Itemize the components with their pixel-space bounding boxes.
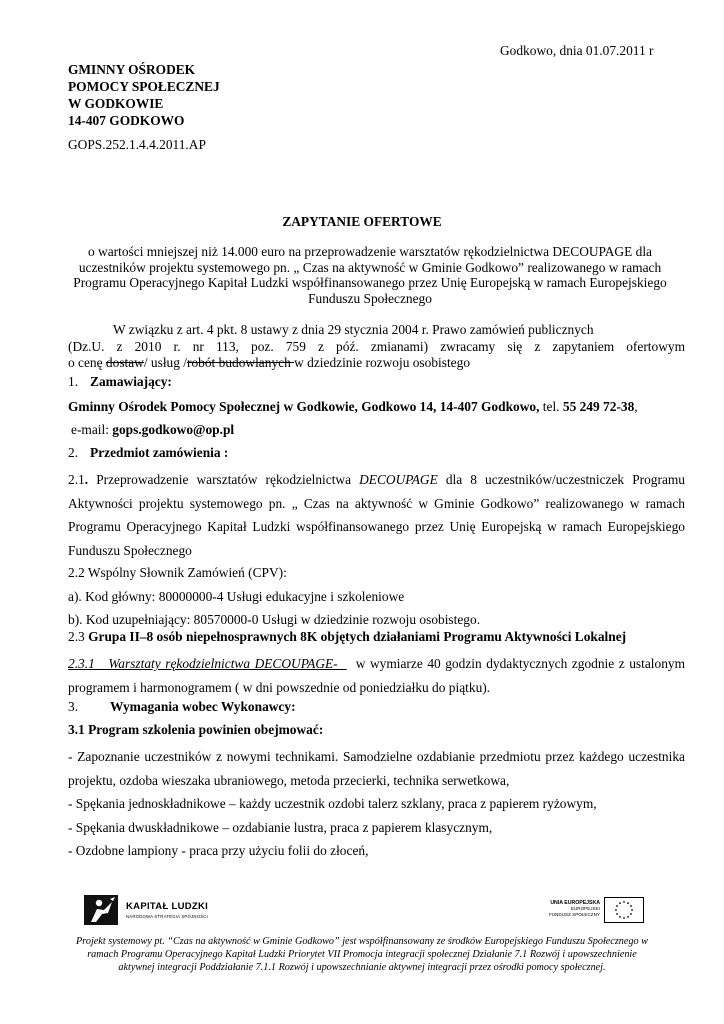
org-line: W GODKOWIE	[68, 96, 164, 111]
eu-name: UNIA EUROPEJSKA	[550, 900, 600, 906]
org-line: GMINNY OŚRODEK	[68, 62, 196, 77]
cpv-code-extra: b). Kod uzupełniający: 80570000-0 Usługi w dziedzinie rozwoju osobistego.	[68, 612, 481, 627]
paragraph-line: Funduszu Społecznego	[68, 542, 192, 558]
document-subtitle	[50, 244, 690, 306]
section-2-heading	[68, 445, 228, 461]
paragraph-2-1	[68, 468, 685, 562]
eu-fund-line: FUNDUSZ SPOŁECZNY	[548, 912, 600, 917]
group-description: Grupa II–8 osób niepełnosprawnych 8K objętych działaniami Programu Aktywności Lokalnej	[88, 629, 627, 644]
cpv-code-main: a). Kod główny: 80000000-4 Usługi edukacyjne i szkoleniowe	[68, 588, 405, 604]
list-item: projektu, ozdoba wieszaka ubraniowego, metoda przecierki, technika serwetkowa,	[68, 772, 510, 788]
punctuation: ,	[634, 399, 638, 414]
tel-label: tel.	[539, 399, 563, 414]
intro-text: o cenę	[68, 355, 106, 370]
paragraph-text: w wymiarze 40 godzin dydaktycznych zgodnie z ustalonym	[346, 656, 686, 671]
paragraph-2-3	[68, 629, 626, 645]
eu-flag-icon	[604, 897, 644, 923]
section-number: 2.	[68, 445, 79, 460]
subtitle-line: Programu Operacyjnego Kapitał Ludzki współfinansowanego przez Unię Europejską w ramach Europejskiego	[73, 275, 667, 290]
subtitle-line: uczestników projektu systemowego pn. „ Czas na aktywność w Gminie Godkowo” realizowanego w ramach	[78, 259, 662, 275]
contracting-authority	[68, 399, 638, 415]
email-address: gops.godkowo@op.pl	[112, 422, 235, 437]
section-title: Przedmiot zamówienia :	[90, 445, 229, 460]
subtitle-line: o wartości mniejszej niż 14.000 euro na przeprowadzenie warsztatów rękodzielnictwa DECOUPAGE dla	[88, 244, 652, 259]
organization-block	[68, 61, 220, 129]
intro-text: w dziedzinie rozwoju osobistego	[294, 355, 471, 370]
email-line	[71, 422, 234, 438]
list-item: - Ozdobne lampiony - praca przy użyciu folii do złoceń,	[68, 843, 369, 858]
authority-name: Gminny Ośrodek Pomocy Społecznej w Godkowie, Godkowo 14, 14-407 Godkowo,	[68, 399, 540, 414]
footer-note	[30, 935, 694, 974]
intro-line: (Dz.U. z 2010 r. nr 113, poz. 759 z póź. zmianami) zwracamy się z zapytaniem ofertowym	[68, 338, 685, 354]
intro-line	[68, 355, 685, 372]
strikethrough-text: dostaw	[105, 355, 144, 370]
paragraph-line	[68, 652, 685, 676]
email-label: e-mail:	[71, 422, 113, 437]
paragraph-line: programem i harmonogramem ( w dni powszednie od poniedziałku do piątku).	[68, 679, 491, 695]
list-item: - Spękania jednoskładnikowe – każdy uczestnik ozdobi talerz szklany, praca z papierem ryżowym,	[68, 796, 597, 811]
section-number: 3.	[68, 699, 79, 714]
section-1-heading	[68, 374, 172, 390]
paragraph-line: Aktywności projektu systemowego pn. „ Czas na aktywność w Gminie Godkowo” realizowanego w ramach	[68, 495, 685, 511]
document-title: ZAPYTANIE OFERTOWE	[282, 214, 442, 229]
paragraph-text: Przeprowadzenie warsztatów rękodzielnictwa	[88, 472, 360, 487]
logo-subtitle: NARODOWA STRATEGIA SPÓJNOŚCI	[126, 914, 208, 919]
subtitle-line: Funduszu Społecznego	[308, 290, 432, 306]
intro-line: W związku z art. 4 pkt. 8 ustawy z dnia 29 stycznia 2004 r. Prawo zamówień publicznych	[113, 322, 594, 337]
subsection-3-1-heading: 3.1 Program szkolenia powinien obejmować:	[68, 722, 324, 737]
section-title: Zamawiający:	[90, 374, 172, 389]
date-line: Godkowo, dnia 01.07.2011 r	[500, 43, 654, 58]
cpv-block	[68, 561, 480, 632]
reference-number: GOPS.252.1.4.4.2011.AP	[68, 137, 206, 152]
paragraph-line: Programu Operacyjnego Kapitał Ludzki współfinansowanego przez Unię Europejską w ramach Europejskiego	[68, 519, 685, 534]
org-line: 14-407 GODKOWO	[68, 113, 185, 128]
intro-paragraph	[68, 322, 685, 372]
cpv-heading: 2.2 Wspólny Słownik Zamówień (CPV):	[68, 565, 287, 580]
section-title: Wymagania wobec Wykonawcy:	[110, 699, 296, 714]
paragraph-number: 2.3	[68, 629, 89, 644]
kapital-ludzki-logo-icon	[82, 892, 122, 928]
phone-number: 55 249 72-38	[562, 399, 635, 414]
eu-logo-text	[528, 900, 600, 918]
logo-title: KAPITAŁ LUDZKI	[126, 901, 209, 912]
kapital-ludzki-logo	[82, 892, 232, 928]
list-item: - Zapoznanie uczestników z nowymi technikami. Samodzielne ozdabianie przedmiotu przez każdego uczestnika	[68, 749, 685, 764]
section-3-heading	[68, 699, 296, 715]
paragraph-line	[68, 468, 685, 492]
program-requirements-list	[68, 745, 685, 863]
punctuation: .	[84, 472, 89, 487]
paragraph-number: 2.1	[68, 472, 85, 487]
intro-text: / usług /	[143, 355, 188, 370]
list-item: - Spękania dwuskładnikowe – ozdabianie lustra, praca z papierem klasycznym,	[68, 819, 493, 835]
paragraph-2-3-1	[68, 652, 685, 699]
eu-fund-line: EUROPEJSKI	[570, 906, 600, 911]
workshop-title: 2.3.1 Warsztaty rękodzielnictwa DECOUPAGE-	[68, 656, 347, 671]
footer-line: aktywnej integracji Poddziałanie 7.1.1 Rozwój i upowszechnianie aktywnej integracji przez ośrodki pomocy społecznej.	[118, 962, 606, 973]
section-number: 1.	[68, 374, 79, 389]
strikethrough-text: robót budowlanych	[187, 355, 295, 370]
paragraph-text: dla 8 uczestników/uczestniczek Programu	[437, 472, 686, 487]
italic-text: DECOUPAGE	[359, 472, 438, 487]
org-line: POMOCY SPOŁECZNEJ	[68, 79, 220, 94]
footer-line: Projekt systemowy pt. “Czas na aktywność w Gminie Godkowo” jest współfinansowany ze środków Europejskiego Funduszu Społecznego w	[76, 936, 648, 947]
footer-line: ramach Programu Operacyjnego Kapitał Ludzki Priorytet VII Promocja integracji społecznej Działanie 7.1 Rozwój i upowszechnienie	[87, 949, 637, 960]
